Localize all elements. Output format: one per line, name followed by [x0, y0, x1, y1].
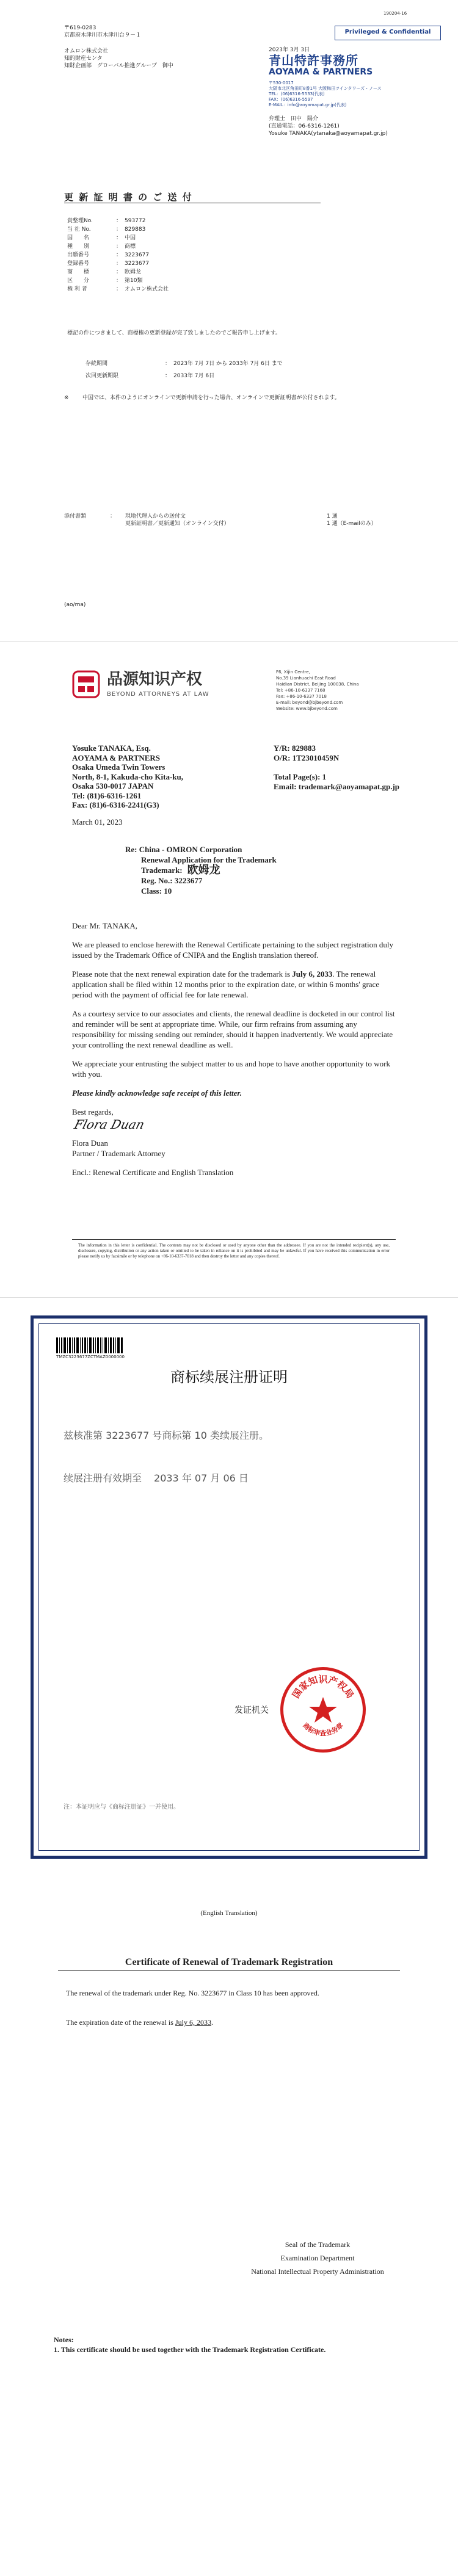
attorney-name: 弁理士 田中 陽介 [269, 116, 319, 122]
recipient-zip: 〒619-0283 [64, 25, 96, 31]
expiry-value: 2023年 7月 7日 から 2033年 7月 6日 まで [173, 361, 283, 367]
certificate-title: 商标续展注册证明 [170, 1369, 288, 1386]
signer-name: Flora Duan [72, 1138, 108, 1148]
field-row: 国 名 ： 中国 [67, 235, 136, 241]
certificate-line-1: 兹核准第 3223677 号商标第 10 类续展注册。 [64, 1430, 269, 1441]
closing: Best regards, [72, 1107, 114, 1116]
firm-name-en: AOYAMA & PARTNERS [269, 67, 373, 77]
seal-line-2: Examination Department [280, 2254, 355, 2262]
next-renewal-value: 2033年 7月 6日 [173, 373, 215, 379]
signature-image: Flora Duan [72, 1117, 147, 1132]
translation-title: Certificate of Renewal of Trademark Registration [125, 1957, 333, 1967]
issuing-authority-label: 发证机关 [234, 1706, 269, 1715]
field-row: 権 利 者 ： オムロン株式会社 [67, 286, 169, 292]
page1-footer: (ao/ma) [64, 602, 86, 608]
recipient-block [64, 24, 235, 70]
barcode-number: TMZC3223677ZCTMAZ0000000 [56, 1355, 125, 1359]
trademark-line: Trademark: 欧姆龙 [141, 864, 220, 877]
subject-line-2: Renewal Application for the Trademark [141, 855, 277, 864]
enclosure-colon: ： [110, 513, 116, 519]
next-renewal-label: 次回更新期限 [85, 373, 119, 379]
translation-line-1: The renewal of the trademark under Reg. No. 3223677 in Class 10 has been approved. [66, 1989, 319, 1997]
recipient-address: 京都府木津川市木津川台９－１ [64, 32, 142, 38]
seal-top-text: 国家知识产权局 [290, 1674, 356, 1701]
trademark-mark: 欧姆龙 [187, 864, 220, 877]
letter-date: March 01, 2023 [72, 817, 123, 827]
field-row: 出願番号 ： 3223677 [67, 252, 150, 258]
enclosures-list [125, 513, 418, 527]
registration-number: Reg. No.: 3223677 [141, 876, 203, 885]
field-row: 商 標 ： 欧姆龙 [67, 269, 142, 275]
paragraph-2: Please note that the next renewal expiration date for the trademark is July 6, 2033. The renewal application shall be filed within 12 months prior to the expiration date, or within 6 months' grace period with the payment of official fee for late renewal. [72, 969, 380, 999]
expiry-label: 存続期間 [85, 361, 108, 367]
to-address-block: Yosuke TANAKA, Esq. AOYAMA & PARTNERS Osaka Umeda Twin Towers North, 8-1, Kakuda-cho Kita-ku, Osaka 530-0017 JAPAN Tel: (81)6-6316-1261 Fax: (81)6-6316-2241(G3) [72, 743, 184, 809]
intro-text: 標記の件につきまして、商標権の更新登録が完了致しましたのでご報告申し上げます。 [67, 330, 281, 336]
field-row: 登録番号 ： 3223677 [67, 261, 150, 267]
salutation: Dear Mr. TANAKA, [72, 921, 138, 930]
our-reference: O/R: 1T23010459N [274, 753, 340, 762]
note-mark: ※ [64, 395, 69, 401]
disclaimer-rule [72, 1239, 396, 1240]
online-note [64, 394, 394, 402]
paragraph-3: As a courtesy service to our associates and clients, the renewal deadline is docketed in our control list and reminder will be sent at appropriate time. While, our firm refrains from assuming any responsibility for missing sending out reminder, should it happen inadvertently. We would appreciate your controlling the next renewal deadline as well. [72, 1009, 395, 1049]
document-number: 190204-16 [383, 11, 407, 16]
note-1: 1. This certificate should be used together with the Trademark Registration Certificate. [54, 2345, 326, 2354]
page-separator [0, 641, 458, 642]
recipient-company: オムロン株式会社 [64, 48, 109, 54]
enclosure-note: Encl.: Renewal Certificate and English Translation [72, 1168, 234, 1177]
letter-title: 更 新 証 明 書 の ご 送 付 [64, 192, 193, 203]
beyond-logo-icon [72, 670, 100, 698]
firm-email: E-MAIL：info@aoyamapat.gr.jp(代表) [269, 103, 347, 107]
subject-block [125, 844, 277, 896]
enclosure-item: 更新証明書／更新通知（オンライン交付） 1 通（E-mailのみ） [125, 521, 377, 527]
validity-value: 2033 年 07 月 06 日 [154, 1472, 249, 1484]
matter-fields [67, 217, 169, 294]
letter-date: 2023年 3月 3日 [269, 47, 310, 53]
letter-body [72, 921, 396, 1178]
certificate-frame [31, 1315, 427, 1859]
attorney-email: Yosuke TANAKA(ytanaka@aoyamapat.gr.jp) [269, 131, 388, 137]
confidentiality-disclaimer: The information in this letter is confidential. The contents may not be disclosed or used by anyone other than the addressee. If you are not the intended recipient(s), any use, disclosure, copying, distribution or any action taken or omitted to be taken in reliance on it is prohibited and may be unlawful. If you have received this communication in error please notify us by facsimile or by telephone on +86-10-6337-7018 and then destroy the letter and any copies thereof. [78, 1243, 390, 1259]
contact-email: Email: trademark@aoyamapat.gp.jp [274, 781, 400, 791]
signer-title: Partner / Trademark Attorney [72, 1149, 165, 1158]
confidential-badge: Privileged & Confidential [335, 26, 441, 40]
firm-address: 大阪市北区角田町8番1号 大阪梅田ツインタワーズ・ノース [269, 86, 382, 91]
paragraph-5: Please kindly acknowledge safe receipt of this letter. [72, 1088, 242, 1098]
beyond-address-block: F6, Xijin Centre, No.39 Lianhuachi East Road Haidian District, Beijing 100038, China Tel: +86-10-6337 7168 Fax: +86-10-6337 7018 E-mail: beyond@bjbeyond.com Website: www.bjbeyond.com [276, 670, 359, 711]
field-row: 種 別 ： 商標 [67, 244, 136, 250]
subject-line-1: Re: China - OMRON Corporation [125, 845, 242, 854]
recipient-dept: 知的財産センタ [64, 56, 103, 62]
translation-title-rule [58, 1970, 400, 1971]
certificate-note: 注：本证明应与《商标注册证》一并使用。 [64, 1804, 180, 1811]
translation-header: (English Translation) [200, 1909, 258, 1917]
paragraph-4: We appreciate your entrusting the subject matter to us and hope to have another opportunity to work with you. [72, 1059, 390, 1079]
firm-fax: FAX：(06)6316-5597 [269, 97, 313, 102]
svg-text:国家知识产权局 [290, 1674, 356, 1700]
class-number: Class: 10 [141, 886, 172, 895]
seal-line-1: Seal of the Trademark [285, 2240, 351, 2249]
reference-block [274, 743, 399, 791]
recipient-division: 知財企画部 グローバル推進グループ 御中 [64, 63, 173, 69]
seal-bottom-text: 商标审查业务章 [301, 1721, 345, 1738]
translation-line-2: The expiration date of the renewal is July 6, 2033. [66, 2018, 213, 2027]
note-text: 中国では、本件のようにオンラインで更新申請を行った場合、オンラインで更新証明書が公付されます。 [82, 395, 340, 401]
paragraph-1: We are pleased to enclose herewith the Renewal Certificate pertaining to the subject registration duly issued by the Trademark Office of CNIPA and the English translation thereof. [72, 940, 393, 960]
firm-tel: TEL：(06)6316-5533(代表) [269, 92, 325, 96]
certificate-line-2 [64, 1471, 249, 1485]
official-seal [280, 1667, 366, 1753]
svg-text:商标审查业务章 [301, 1721, 345, 1737]
translation-seal-block [226, 2238, 409, 2278]
barcode-icon [56, 1337, 123, 1353]
your-reference: Y/R: 829883 [274, 743, 316, 753]
field-row: 貴整理No. ： 593772 [67, 218, 146, 224]
firm-zip: 〒530-0017 [269, 81, 294, 85]
enclosure-item: 現地代理人からの送付文 1 通 [125, 513, 338, 519]
expiry-row: 存続期間 ： 2023年 7月 7日 から 2033年 7月 6日 まで [85, 361, 283, 367]
validity-label: 续展注册有效期至 [64, 1472, 142, 1484]
enclosures-label: 添付書類 [64, 513, 87, 519]
attorney-direct-phone: (直通電話：06-6316-1261) [269, 123, 340, 129]
notes-label: Notes: [54, 2335, 74, 2344]
seal-line-3: National Intellectual Property Administration [251, 2267, 384, 2276]
next-renewal-row: 次回更新期限 ： 2033年 7月 6日 [85, 373, 215, 379]
field-row: 区 分 ： 第10類 [67, 278, 143, 284]
total-pages: Total Page(s): 1 [274, 772, 327, 781]
logo-chinese-name: 品源知识产权 [107, 670, 203, 689]
logo-english-name: BEYOND ATTORNEYS AT LAW [107, 691, 209, 698]
firm-block [269, 46, 446, 137]
field-row: 当 社 No. ： 829883 [67, 226, 146, 233]
page-separator [0, 1297, 458, 1298]
firm-name-jp: 青山特許事務所 [269, 53, 358, 68]
